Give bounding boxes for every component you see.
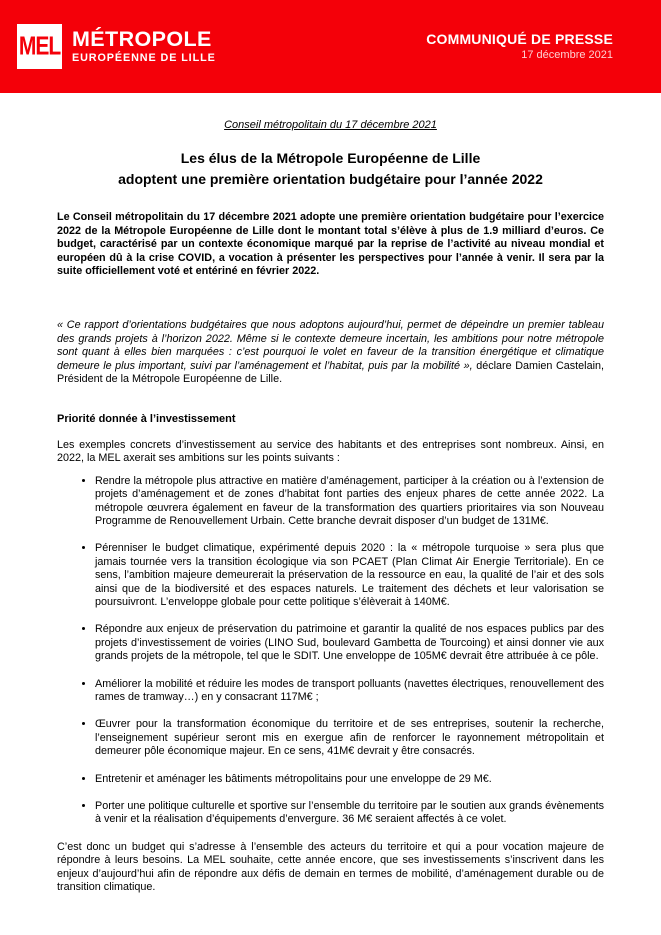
- logo-acronym: MEL: [18, 32, 61, 61]
- bullet-item: • Œuvrer pour la transformation économique du territoire et de ses entreprises, soutenir la recherche, l’enseignement supérieur seront mis en exergue afin de renforcer le rayonnement métropolitain et demeurer pôle économique majeur. En ce sens, 41M€ devrait y être consacrés.: [95, 718, 604, 758]
- bullet-item: • Porter une politique culturelle et sportive sur l’ensemble du territoire par le soutien aux grands évènements à venir et la réalisation d’équipements d’envergure. 36 M€ seraient affectés à ce volet.: [95, 800, 604, 827]
- investment-bullet-list: [57, 475, 604, 827]
- council-session-kicker: Conseil métropolitain du 17 décembre 2021: [224, 119, 437, 131]
- closing-paragraph: C’est donc un budget qui s’adresse à l’ensemble des acteurs du territoire et qui a pour vocation majeure de répondre à leurs besoins. La MEL souhaite, cette année encore, que ses investissements s’inscrivent dans les enjeux d’aujourd’hui afin de répondre aux défis de demain en termes de mobilité, d’aménagement durable ou de transition climatique.: [57, 840, 604, 894]
- press-release-date: 17 décembre 2021: [521, 49, 613, 61]
- quote-attribution: déclare Damien Castelain, Président de la Métropole Européenne de Lille.: [57, 359, 604, 386]
- bullet-item: • Pérenniser le budget climatique, expérimenté depuis 2020 : la « métropole turquoise » sera plus que jamais tournée vers la transition écologique via son PCAET (Plan Climat Air Energie Territoriale). En ce sens, l’ambition majeure demeurerait la préservation de la ressource en eau, la qualité de l’air et des sols ainsi que de la biodiversité et des espaces naturels. Le traitement des déchets et leur valorisation se poursuivront. L’enveloppe globale pour cette politique s’élèverait à 140M€.: [95, 542, 604, 609]
- intro-paragraph: Le Conseil métropolitain du 17 décembre 2021 adopte une première orientation budgétaire pour l’exercice 2022 de la Métropole Européenne de Lille dont le montant total s’élève à plus de 1.9 milliard d’euros. Ce budget, caractérisé par un contexte économique marqué par la reprise de l’activité au niveau mondial et européen dû à la crise COVID, a vocation à présenter les perspectives pour l’année à venir. Il sera par la suite officiellement voté et entériné en février 2022.: [57, 211, 604, 278]
- mel-logo-icon: [17, 24, 62, 69]
- quote-paragraph: [57, 319, 604, 386]
- logo-name-line2: EUROPÉENNE DE LILLE: [72, 52, 216, 65]
- quote-text: « Ce rapport d’orientations budgétaires que nous adoptons aujourd’hui, permet de dépeindre un premier tableau des grands projets à l’horizon 2022. Même si le contexte demeure incertain, les ambitions pour notre métropole sont quant à elles bien marquées : c’est pourquoi le volet en faveur de la transition énergétique et climatique demeure le plus important, suivi par l’aménagement et l’habitat, puis par la mobilité »,: [57, 319, 604, 372]
- page-title: [57, 148, 604, 190]
- logo-wordmark: [72, 26, 216, 65]
- section-lead-paragraph: Les exemples concrets d’investissement au service des habitants et des entreprises sont nombreux. Ainsi, en 2022, la MEL axerait ses ambitions sur les points suivants :: [57, 438, 604, 465]
- page-title-line2: adoptent une première orientation budgétaire pour l’année 2022: [118, 171, 543, 188]
- document-body: [0, 93, 661, 894]
- mel-logo: [17, 24, 216, 69]
- press-release-label: COMMUNIQUÉ DE PRESSE: [426, 31, 613, 47]
- header-banner: [0, 0, 661, 93]
- bullet-item: • Répondre aux enjeux de préservation du patrimoine et garantir la qualité de nos espaces publics par des projets d’investissement de voiries (LINO Sud, boulevard Gambetta de Tourcoing) et ainsi donner vie aux grands projets de la métropole, tel que le SDIT. Une enveloppe de 105M€ devrait être attribuée à ce pôle.: [95, 623, 604, 663]
- section-heading: Priorité donnée à l’investissement: [57, 413, 236, 426]
- logo-name-line1: MÉTROPOLE: [72, 26, 212, 51]
- bullet-item: • Améliorer la mobilité et réduire les modes de transport polluants (navettes électriques, renouvellement des rames de tramway…) en y consacrant 117M€ ;: [95, 678, 604, 705]
- bullet-item: • Entretenir et aménager les bâtiments métropolitains pour une enveloppe de 29 M€.: [95, 773, 604, 786]
- bullet-item: • Rendre la métropole plus attractive en matière d’aménagement, participer à la création ou à l’extension de projets d’aménagement et de zones d’habitat font parties des enjeux phares de cette année 2022. La métropole œuvrera également en faveur de la transformation des quartiers prioritaires via son Nouveau Programme de Renouvellement Urbain. Cette branche devrait disposer d’un budget de 131M€.: [95, 475, 604, 529]
- press-release-info: [426, 32, 613, 61]
- page-title-line1: Les élus de la Métropole Européenne de Lille: [180, 150, 481, 167]
